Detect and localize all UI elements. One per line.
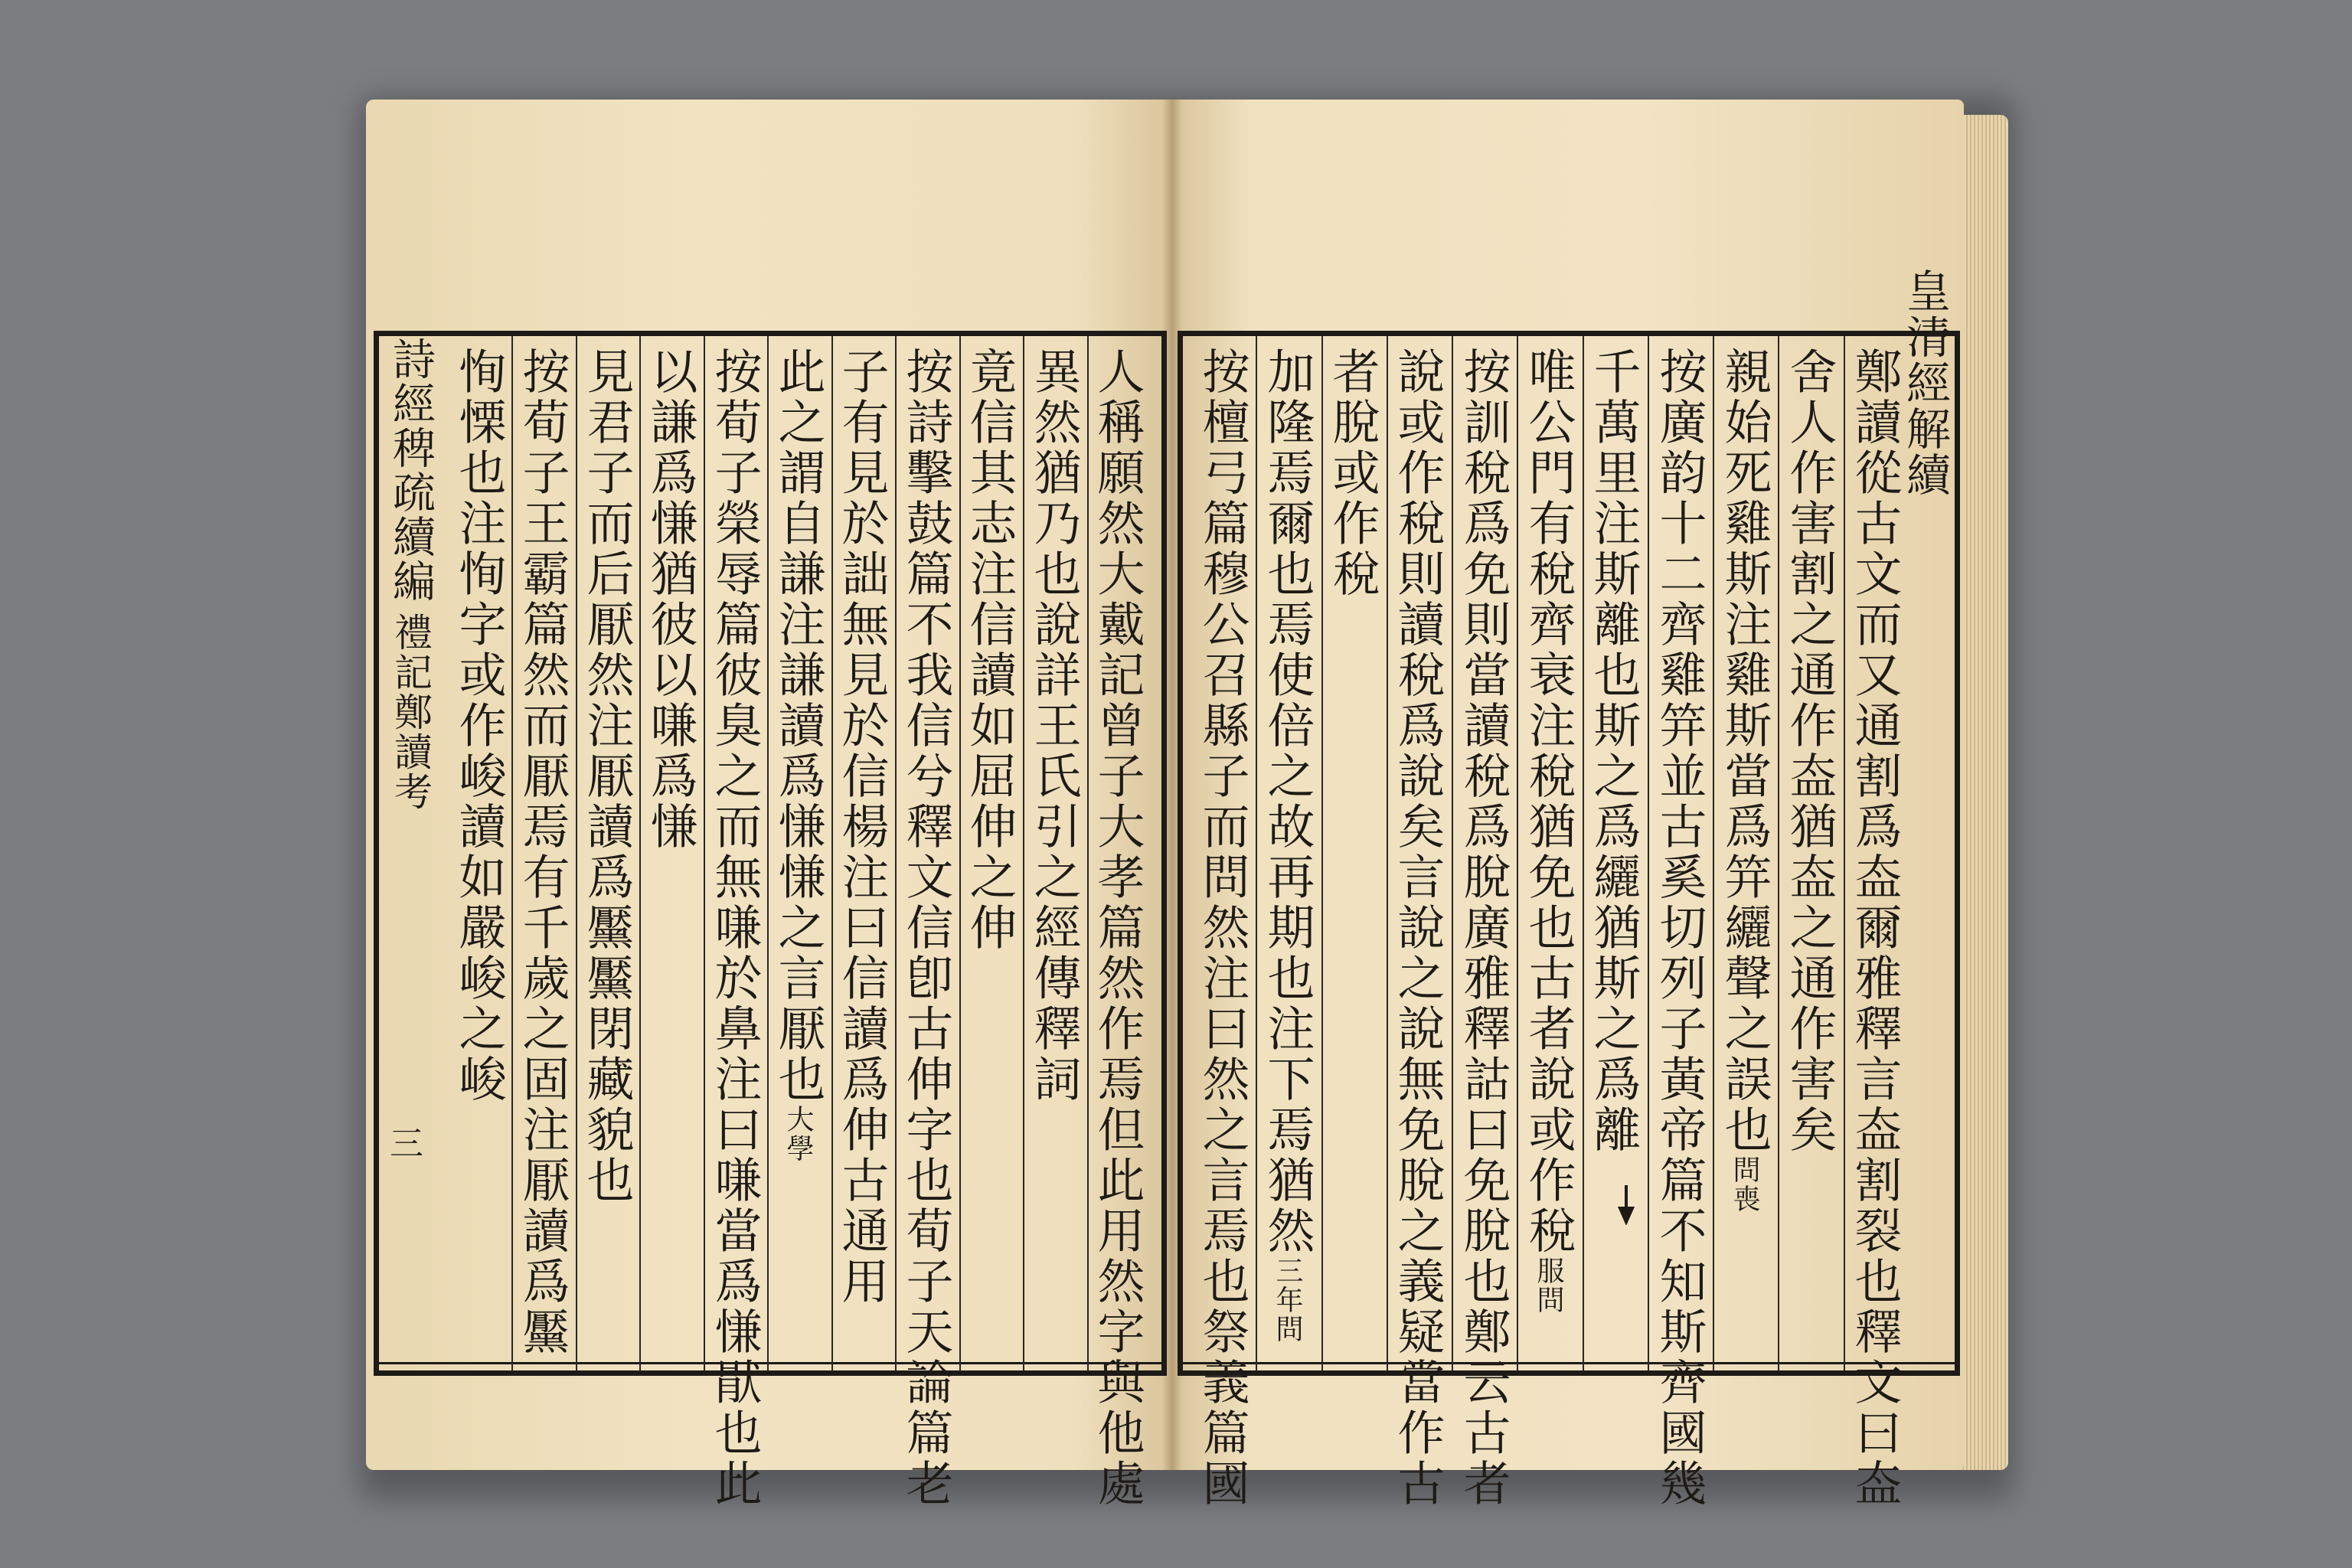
column-note: 問喪 [1729,1155,1760,1214]
column-text: 唯公門有稅齊衰注稅猶免也古者說或作稅 [1521,347,1576,1256]
fish-tail-mark-icon [1617,1185,1635,1225]
text-column [1325,347,1380,599]
text-column [579,347,635,1206]
column-text: 此之謂自謙注謙讀爲慊慊之言厭也 [770,347,826,1105]
text-column [1390,347,1446,1509]
column-note: 三年問 [1272,1256,1303,1344]
text-column [451,347,507,1105]
column-text: 加隆焉爾也焉使倍之故再期也注下焉猶然 [1259,347,1315,1256]
column-text: 以謙爲慊猶彼以嗛爲慊 [642,347,698,852]
column-rule [511,336,513,1370]
column-note: 大學 [782,1105,814,1163]
column-rule [1452,336,1453,1370]
text-column [707,347,763,1509]
text-column [1847,347,1903,1509]
column-text: 按訓稅爲免則當讀稅爲脫廣雅釋詁曰免脫也鄭云古者 [1455,347,1511,1509]
column-text: 子有見於詘無見於信楊注曰信讀爲伸古通用 [834,347,890,1307]
chapter-label: 禮記鄭讀考 [388,612,433,812]
column-text: 舍人作害割之通作盇猶盇之通作害矣 [1782,347,1838,1155]
column-rule [1387,336,1388,1370]
right-page-frame [1178,331,1960,1509]
column-rule [831,336,833,1370]
column-text: 按檀弓篇穆公召縣子而問然注曰然之言焉也祭義篇國 [1194,347,1250,1509]
text-column [1521,347,1576,1315]
column-text: 按荀子王霸篇然而厭焉有千歲之固注厭讀爲黶 [514,347,570,1357]
column-text: 按詩擊鼓篇不我信兮釋文信卽古伸字也荀子天論篇老 [898,347,954,1509]
text-column [898,347,954,1509]
column-rule [1713,336,1714,1370]
column-text: 按荀子榮辱篇彼臭之而無嗛於鼻注曰嗛當爲慊猒也此 [707,347,763,1509]
column-rule [1087,336,1089,1370]
text-column [514,347,570,1357]
column-text: 見君子而后厭然注厭讀爲黶黶閉藏貌也 [579,347,635,1206]
column-note: 服問 [1533,1256,1564,1315]
text-column [1717,347,1772,1214]
text-column [1782,347,1838,1155]
text-column [1026,347,1082,1105]
column-rule [895,336,897,1370]
text-column [1194,347,1250,1509]
column-text: 恂慄也注恂字或作峻讀如嚴峻之峻 [451,347,507,1105]
book-title: 詩經稗疏續編 [386,337,436,603]
text-column [962,347,1018,953]
page-edges [1956,115,2008,1470]
text-column [642,347,698,852]
left-page-frame [374,331,1167,1509]
column-rule [1648,336,1649,1370]
text-column [770,347,826,1163]
column-rule [1256,336,1257,1370]
page-number: 三 [384,1125,423,1159]
series-title: 皇清經解續 [1899,268,1951,498]
column-rule [1321,336,1323,1370]
text-column [1259,347,1315,1344]
column-rule [1844,336,1845,1370]
column-text: 者脫或作稅 [1325,347,1380,599]
column-rule [767,336,769,1370]
column-rule [1517,336,1518,1370]
column-text: 竟信其志注信讀如屈伸之伸 [962,347,1018,953]
column-text: 異然猶乃也說詳王氏引之經傳釋詞 [1026,347,1082,1105]
column-text: 親始死雞斯注雞斯當爲笄纚聲之誤也 [1717,347,1772,1155]
column-text: 按廣韵十二齊雞笄並古奚切列子黃帝篇不知斯齊國幾 [1651,347,1707,1509]
text-column [1089,347,1145,1509]
column-rule [1023,336,1024,1370]
text-column [1651,347,1707,1509]
text-column [1455,347,1511,1509]
column-rule [576,336,577,1370]
column-text: 人稱願然大戴記曾子大孝篇然作焉但此用然字與他處 [1089,347,1145,1509]
column-text: 鄭讀從古文而又通割爲盇爾雅釋言盇割裂也釋文曰盇 [1847,347,1903,1509]
column-rule [959,336,961,1370]
column-text: 千萬里注斯離也斯之爲纚猶斯之爲離 [1586,347,1642,1155]
column-text: 說或作稅則讀稅爲說矣言說之說無免脫之義疑當作古 [1390,347,1446,1509]
column-rule [1583,336,1584,1370]
column-rule [639,336,641,1370]
column-rule [704,336,705,1370]
text-column [834,347,890,1307]
text-column [1586,347,1642,1155]
column-rule [1778,336,1779,1370]
